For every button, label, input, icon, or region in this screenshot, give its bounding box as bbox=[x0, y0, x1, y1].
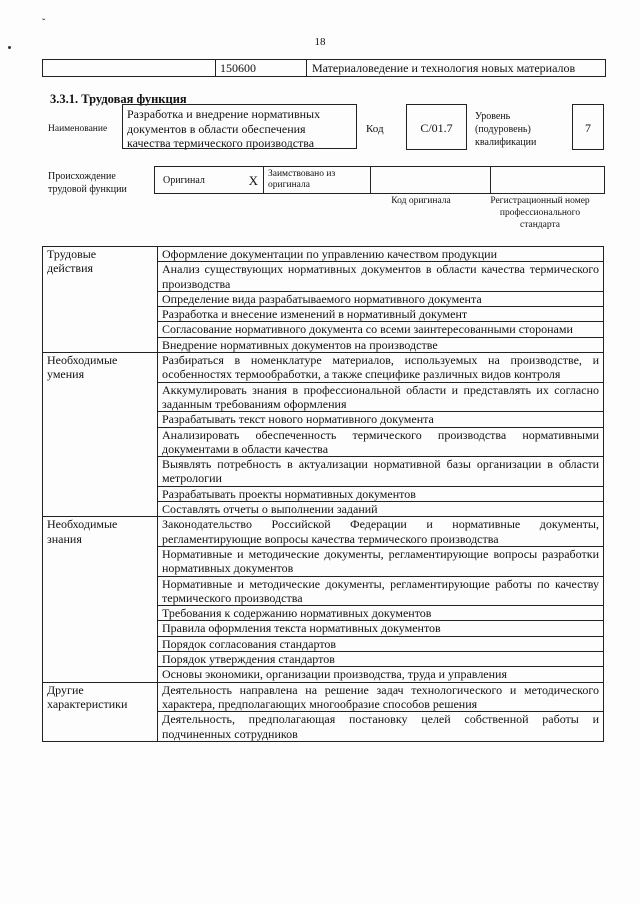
header-empty-cell bbox=[43, 60, 216, 76]
item-cell: Порядок согласования стандартов bbox=[158, 636, 604, 651]
table-row bbox=[43, 517, 604, 547]
code-original-label: Код оригинала bbox=[391, 196, 451, 206]
category-cell: Необходимые знания bbox=[43, 517, 158, 682]
name-label: Наименование bbox=[48, 124, 108, 134]
function-table bbox=[42, 246, 604, 742]
table-row bbox=[43, 682, 604, 712]
item-cell: Разбираться в номенклатуре материалов, используемых на производстве, и особенностях термообработки, а также специфике различных видов контроля bbox=[158, 353, 604, 383]
page-number: 18 bbox=[314, 36, 326, 48]
item-cell: Составлять отчеты о выполнении заданий bbox=[158, 502, 604, 517]
origin-row bbox=[155, 166, 605, 194]
category-cell: Необходимые умения bbox=[43, 353, 158, 517]
header-table bbox=[42, 59, 606, 77]
item-cell: Аккумулировать знания в профессиональной области и представлять их согласно заданным требованиям оформления bbox=[158, 382, 604, 412]
item-cell: Разрабатывать текст нового нормативного документа bbox=[158, 412, 604, 427]
item-cell: Согласование нормативного документа со всеми заинтересованными сторонами bbox=[158, 322, 604, 337]
item-cell: Оформление документации по управлению качеством продукции bbox=[158, 247, 604, 262]
corner-mark: ˇ bbox=[42, 18, 46, 29]
level-label: Уровень (подуровень) квалификации bbox=[475, 111, 537, 148]
function-name: Разработка и внедрение нормативных документов в области обеспечения качества термического производства bbox=[122, 104, 357, 149]
item-cell: Законодательство Российской Федерации и нормативные документы, регламентирующие вопросы качества термического производства bbox=[158, 517, 604, 547]
item-cell: Внедрение нормативных документов на производстве bbox=[158, 337, 604, 352]
original-mark: X bbox=[248, 173, 258, 188]
category-cell: Другие характеристики bbox=[43, 682, 158, 741]
header-title: Материаловедение и технология новых материалов bbox=[312, 61, 576, 75]
item-cell: Правила оформления текста нормативных документов bbox=[158, 621, 604, 636]
category-cell: Трудовые действия bbox=[43, 247, 158, 353]
item-cell: Нормативные и методические документы, регламентирующие вопросы разработки нормативных документов bbox=[158, 546, 604, 576]
original-cell bbox=[154, 166, 264, 194]
header-code: 150600 bbox=[216, 60, 307, 76]
item-cell: Деятельность направлена на решение задач технологического и методического характера, предполагающих многообразие способов решения bbox=[158, 682, 604, 712]
section-title: 3.3.1. Трудовая функция bbox=[50, 92, 187, 106]
item-cell: Порядок утверждения стандартов bbox=[158, 652, 604, 667]
item-cell: Выявлять потребность в актуализации нормативной базы организации в области метрологии bbox=[158, 457, 604, 487]
item-cell: Деятельность, предполагающая постановку целей собственной работы и подчиненных сотрудников bbox=[158, 712, 604, 742]
borrowed-cell: Заимствовано из оригинала bbox=[263, 166, 371, 194]
item-cell: Определение вида разрабатываемого нормативного документа bbox=[158, 291, 604, 306]
item-cell: Анализ существующих нормативных документов в области качества термического производства bbox=[158, 262, 604, 292]
original-code-cell bbox=[370, 166, 491, 194]
level-value: 7 bbox=[572, 104, 604, 150]
reg-number-label: Регистрационный номер профессионального стандарта bbox=[490, 196, 590, 230]
original-label: Оригинал bbox=[163, 175, 205, 186]
origin-label: Происхождение трудовой функции bbox=[48, 171, 127, 195]
item-cell: Требования к содержанию нормативных документов bbox=[158, 606, 604, 621]
item-cell: Разрабатывать проекты нормативных документов bbox=[158, 486, 604, 501]
code-value: C/01.7 bbox=[406, 104, 467, 150]
reg-number-cell bbox=[490, 166, 605, 194]
table-row bbox=[43, 247, 604, 262]
code-label: Код bbox=[366, 123, 384, 135]
item-cell: Основы экономики, организации производства, труда и управления bbox=[158, 667, 604, 682]
item-cell: Разработка и внесение изменений в нормативный документ bbox=[158, 307, 604, 322]
item-cell: Анализировать обеспеченность термического производства нормативными документами в области качества bbox=[158, 427, 604, 457]
table-row bbox=[43, 353, 604, 383]
item-cell: Нормативные и методические документы, регламентирующие работы по качеству термического производства bbox=[158, 576, 604, 606]
